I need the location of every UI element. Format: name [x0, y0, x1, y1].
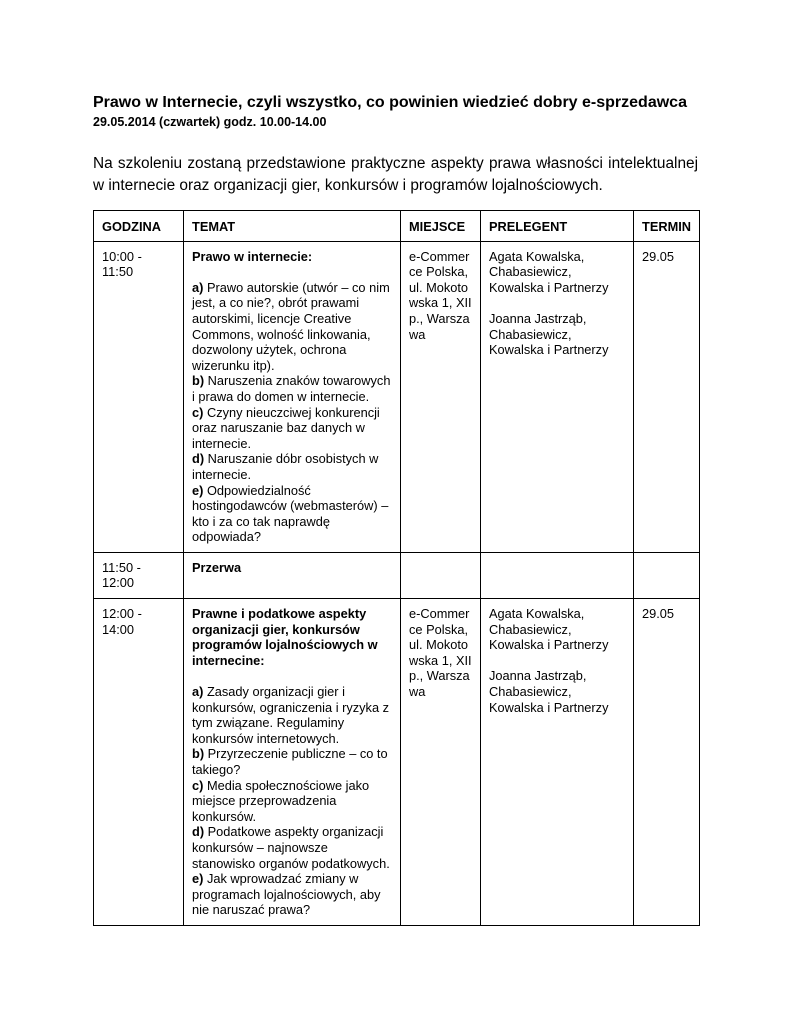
topic-item: c) Czyny nieuczciwej konkurencji oraz naruszanie baz danych w internecie. [192, 404, 380, 451]
cell-godzina: 10:00 - 11:50 [94, 241, 184, 552]
cell-temat [184, 552, 401, 598]
topic-item: d) Podatkowe aspekty organizacji konkursów – najnowsze stanowisko organów podatkowych. [192, 824, 390, 871]
speaker: Joanna Jastrząb, Chabasiewicz, Kowalska i Partnerzy [489, 668, 609, 715]
event-date: 29.05.2014 (czwartek) godz. 10.00-14.00 [93, 115, 327, 129]
cell-prelegent [481, 599, 634, 926]
cell-termin: 29.05 [634, 241, 700, 552]
schedule-table [93, 210, 700, 926]
header-prelegent: PRELEGENT [481, 211, 634, 242]
topic-item: a) Zasady organizacji gier i konkursów, ograniczenia i ryzyka z tym związane. Regulaminy konkursów internetowych. [192, 684, 390, 746]
topic-item: a) Prawo autorskie (utwór – co nim jest, a co nie?, obrót prawami autorskimi, licencje Creative Commons, wolność linkowania, dozwolony użytek, ochrona wizerunku itp). [192, 279, 390, 373]
topic-item: b) Naruszenia znaków towarowych i prawa do domen w internecie. [192, 373, 391, 404]
cell-temat [184, 241, 401, 552]
cell-godzina: 12:00 - 14:00 [94, 599, 184, 926]
cell-temat [184, 599, 401, 926]
table-row [94, 241, 700, 552]
cell-prelegent [481, 552, 634, 598]
header-miejsce: MIEJSCE [401, 211, 481, 242]
topic-title: Przerwa [192, 559, 242, 575]
table-row [94, 552, 700, 598]
topic-item: d) Naruszanie dóbr osobistych w internecie. [192, 451, 379, 482]
header-godzina: GODZINA [94, 211, 184, 242]
cell-godzina: 11:50 - 12:00 [94, 552, 184, 598]
cell-prelegent [481, 241, 634, 552]
topic-title: Prawne i podatkowe aspekty organizacji gier, konkursów programów lojalnościowych w internecine: [192, 606, 378, 668]
speaker: Agata Kowalska, Chabasiewicz, Kowalska i Partnerzy [489, 248, 609, 295]
topic-title: Prawo w internecie: [192, 248, 313, 264]
header-termin: TERMIN [634, 211, 700, 242]
cell-miejsce [401, 552, 481, 598]
document-title: Prawo w Internecie, czyli wszystko, co powinien wiedzieć dobry e-sprzedawca [93, 94, 687, 111]
speaker: Agata Kowalska, Chabasiewicz, Kowalska i Partnerzy [489, 606, 609, 653]
cell-termin [634, 552, 700, 598]
intro-paragraph: Na szkoleniu zostaną przedstawione praktyczne aspekty prawa własności intelektualnej w internecie oraz organizacji gier, konkursów i programów lojalnościowych. [93, 155, 698, 194]
table-header-row [94, 211, 700, 242]
table-row [94, 599, 700, 926]
header-temat: TEMAT [184, 211, 401, 242]
speaker: Joanna Jastrząb, Chabasiewicz, Kowalska i Partnerzy [489, 310, 609, 358]
topic-item: b) Przyrzeczenie publiczne – co to takiego? [192, 746, 388, 777]
topic-item: e) Odpowiedzialność hostingodawców (webmasterów) – kto i za co tak naprawdę odpowiada? [192, 482, 389, 545]
cell-miejsce: e-Commerce Polska, ul. Mokotowska 1, XII p., Warszawa [401, 241, 481, 552]
topic-item: e) Jak wprowadzać zmiany w programach lojalnościowych, aby nie naruszać prawa? [192, 871, 381, 918]
cell-miejsce: e-Commerce Polska, ul. Mokotowska 1, XII p., Warszawa [401, 599, 481, 926]
cell-termin: 29.05 [634, 599, 700, 926]
topic-item: c) Media społecznościowe jako miejsce przeprowadzenia konkursów. [192, 777, 370, 824]
